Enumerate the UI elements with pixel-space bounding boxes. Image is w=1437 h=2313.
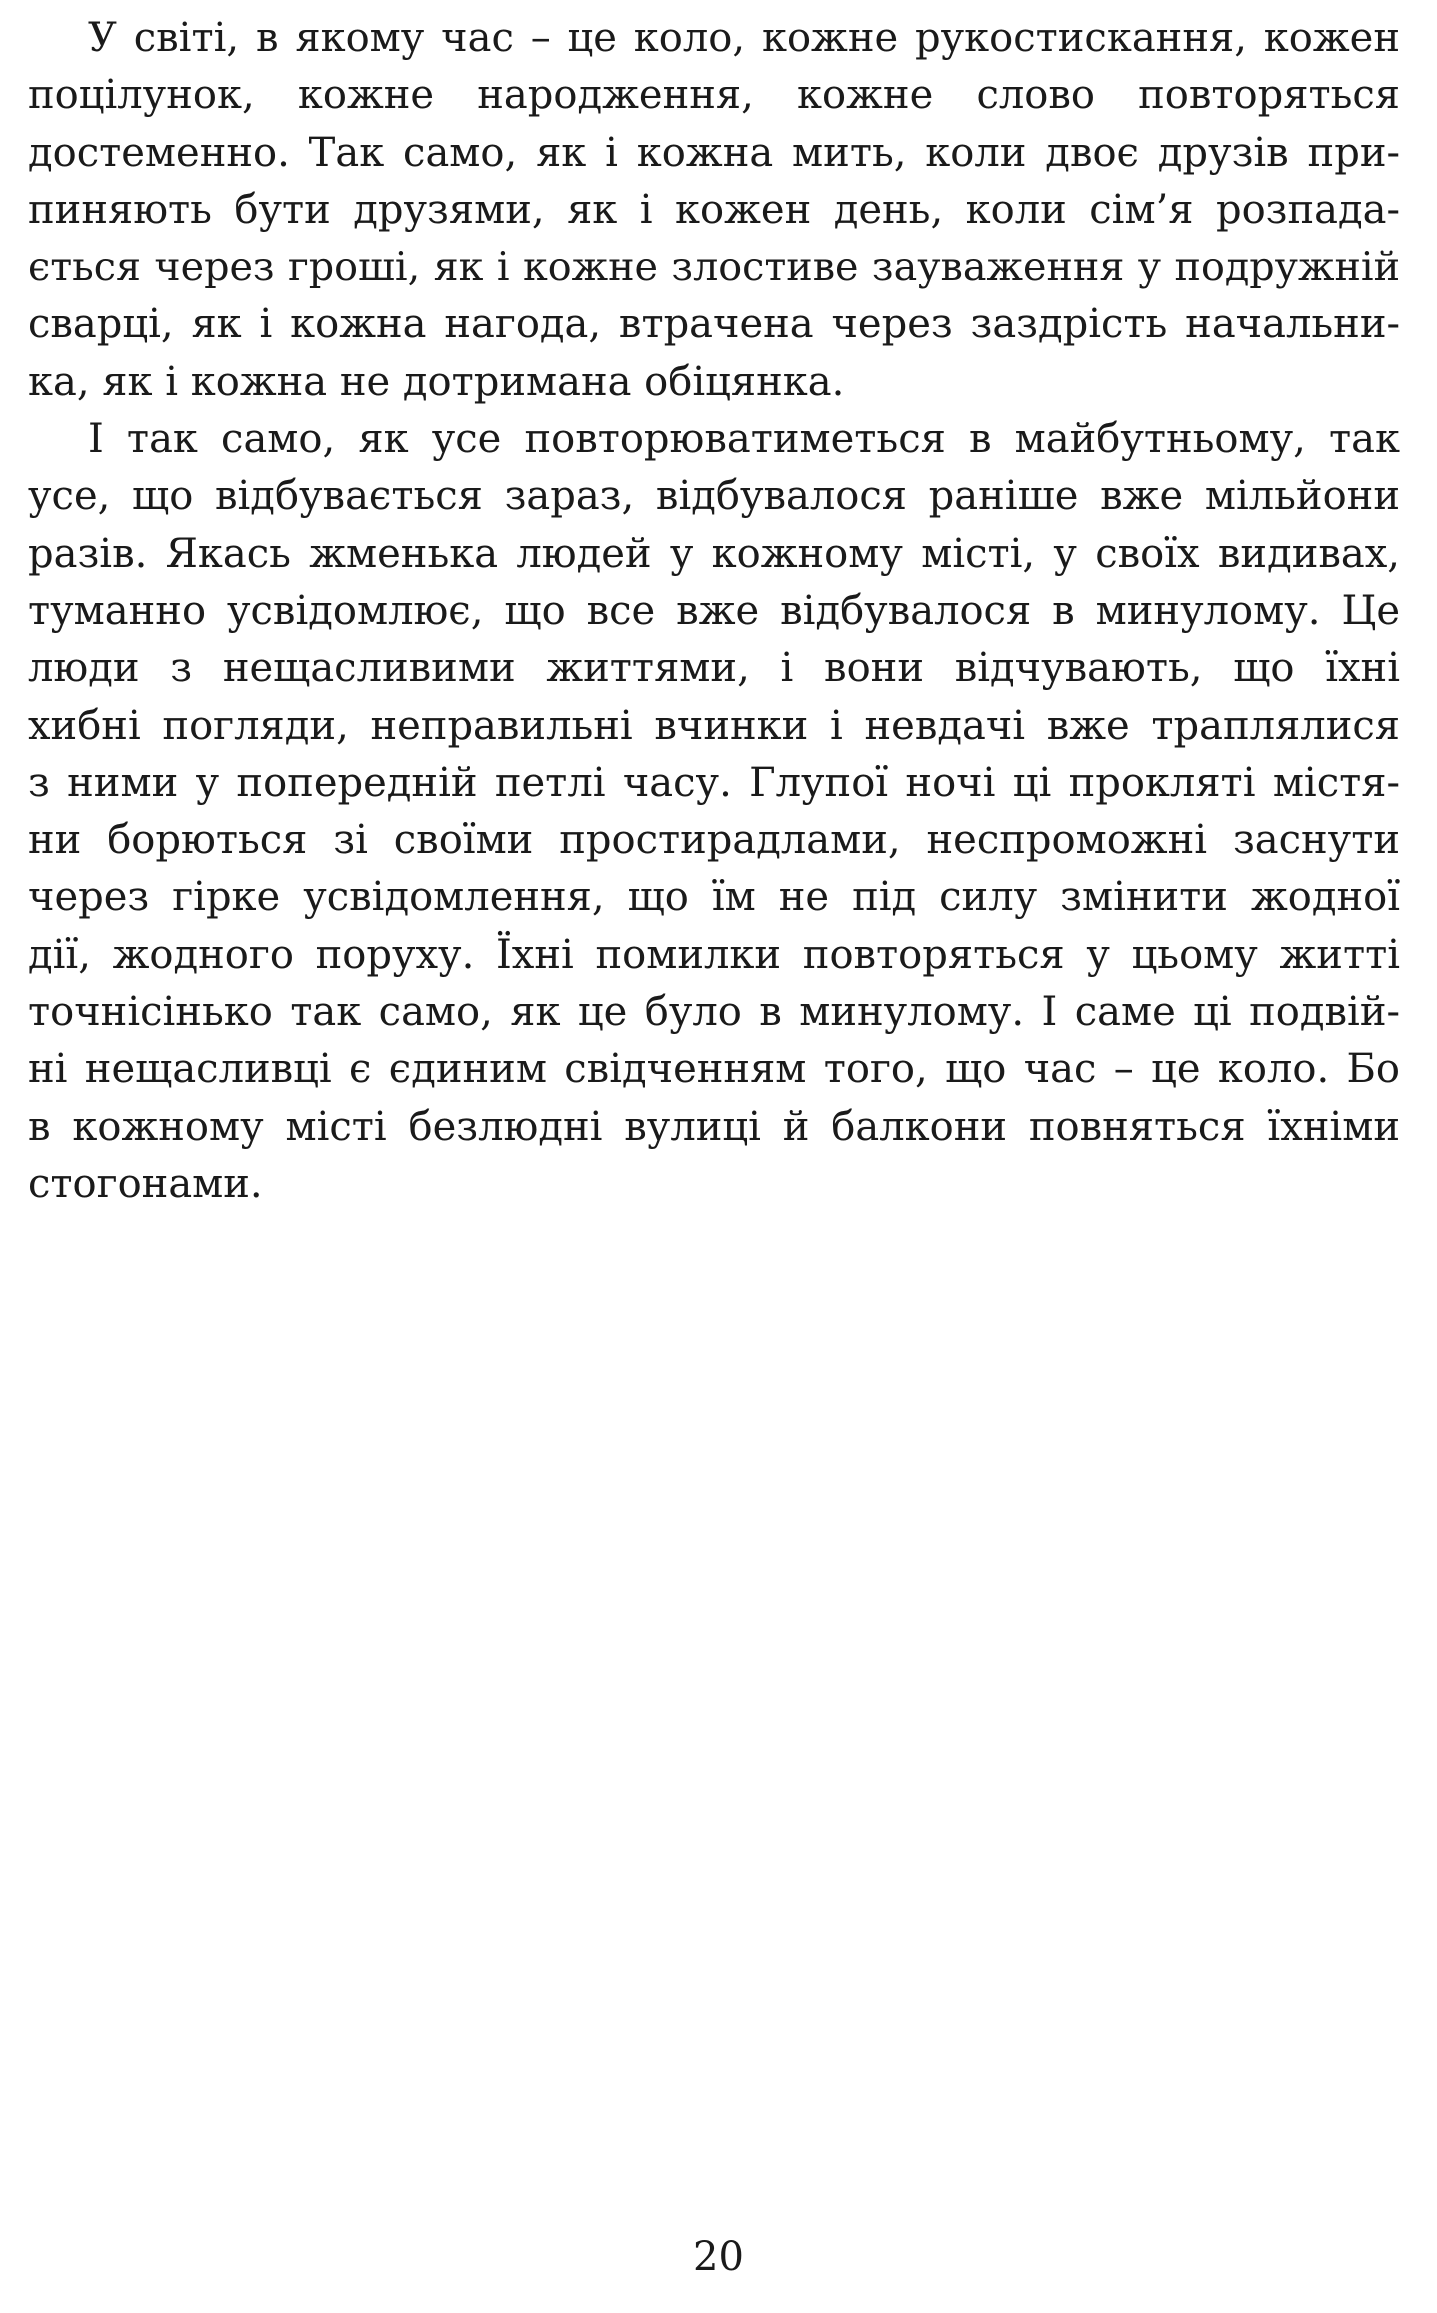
paragraph-1-line-2: поцілунок, кожне народження, кожне слово повторяться	[28, 72, 1400, 119]
paragraph-2-line-10: дії, жодного поруху. Їхні помилки повторяться у цьому житті	[28, 931, 1400, 978]
paragraph-2-line-8: ни борються зі своїми простирадлами, неспроможні заснути	[28, 817, 1400, 864]
paragraph-1-line-3: достеменно. Так само, як і кожна мить, коли двоє друзів при-	[28, 129, 1400, 176]
paragraph-2-line-7: з ними у попередній петлі часу. Глупої ночі ці прокляті містя-	[28, 759, 1400, 806]
paragraph-1-line-1: У світі, в якому час – це коло, кожне рукостискання, кожен	[88, 15, 1400, 61]
paragraph-2-line-2: усе, що відбувається зараз, відбувалося раніше вже мільйони	[28, 473, 1400, 520]
page-number: 20	[693, 2234, 744, 2280]
paragraph-2-line-12: ні нещасливці є єдиним свідченням того, що час – це коло. Бо	[28, 1046, 1400, 1093]
paragraph-2-line-14: стогонами.	[28, 1160, 263, 1207]
paragraph-2-line-6: хибні погляди, неправильні вчинки і невдачі вже траплялися	[28, 702, 1400, 749]
paragraph-1-line-5: ється через гроші, як і кожне злостиве зауваження у подружній	[28, 244, 1400, 291]
paragraph-2-line-9: через гірке усвідомлення, що їм не під силу змінити жодної	[28, 874, 1400, 921]
paragraph-2-line-1: І так само, як усе повторюватиметься в майбутньому, так	[88, 416, 1400, 463]
paragraph-2-line-5: люди з нещасливими життями, і вони відчувають, що їхні	[28, 645, 1400, 692]
paragraph-1-line-4: пиняють бути друзями, як і кожен день, коли сім’я розпада-	[28, 186, 1400, 233]
paragraph-2-line-3: разів. Якась жменька людей у кожному місті, у своїх видивах,	[28, 530, 1400, 577]
paragraph-2-line-11: точнісінько так само, як це було в минулому. І саме ці подвій-	[28, 989, 1400, 1036]
paragraph-2-line-13: в кожному місті безлюдні вулиці й балкони повняться їхніми	[28, 1103, 1400, 1150]
paragraph-1-line-7: ка, як і кожна не дотримана обіцянка.	[28, 358, 845, 405]
paragraph-2-line-4: туманно усвідомлює, що все вже відбувалося в минулому. Це	[28, 587, 1400, 634]
body-text	[28, 10, 1400, 1213]
paragraph-1-line-6: сварці, як і кожна нагода, втрачена через заздрість начальни-	[28, 301, 1400, 348]
